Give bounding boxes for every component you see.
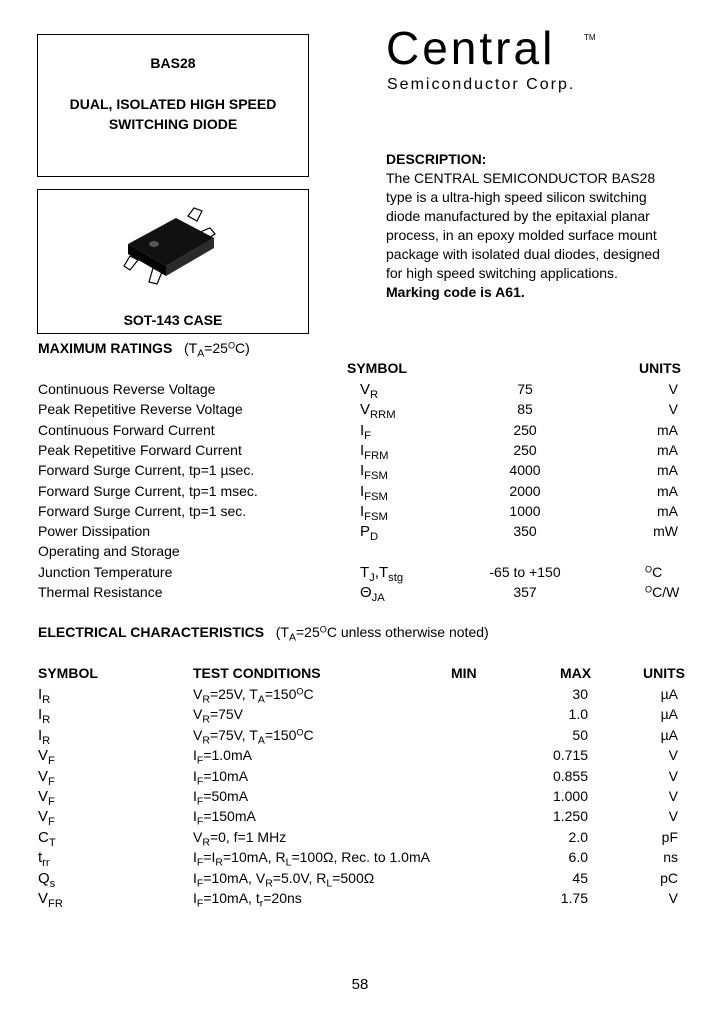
elec-symbol: $I_R$	[38, 706, 51, 727]
elec-test-condition: $I_F=I_R=10mA$, $R_L=100\Omega$, Rec. to 1.0mA	[193, 849, 430, 869]
elec-test-condition: $V_R=75V$, $T_A=150^OC$	[193, 726, 314, 747]
rating-value: 75	[517, 381, 533, 397]
elec-symbol: $V_F$	[38, 747, 55, 768]
elec-max-value: 1.75	[560, 890, 588, 906]
rating-symbol: $T_J,T_{stg}$	[360, 563, 404, 584]
rating-parameter: Operating and Storage	[38, 543, 180, 560]
description-line: type is a ultra-high speed silicon switching	[386, 189, 647, 205]
rating-parameter: Junction Temperature	[38, 563, 173, 580]
elec-test-condition: $I_F=10mA$, $V_R=5.0V$, $R_L=500\Omega$	[193, 869, 375, 890]
rating-symbol: $I_{FSM}$	[360, 462, 388, 483]
rating-symbol: $V_R$	[360, 381, 379, 401]
rating-unit: mA	[657, 441, 678, 458]
trademark-mark: TM	[584, 33, 596, 42]
rating-value: 4000	[509, 462, 541, 479]
elec-test-condition: $I_F=10mA$	[193, 767, 249, 788]
elec-max-value: 50	[572, 726, 588, 743]
rating-unit: mW	[653, 523, 678, 540]
rating-value: 350	[513, 523, 537, 540]
max-symbol-header: SYMBOL	[347, 360, 407, 376]
elec-symbol: $I_R$	[38, 726, 51, 747]
rating-symbol: $I_{FRM}$	[360, 441, 389, 462]
elec-unit: V	[668, 747, 678, 764]
elec-unit: µA	[660, 686, 678, 702]
rating-parameter: Forward Surge Current, tp=1 msec.	[38, 482, 258, 499]
elec-symbol: $V_{FR}$	[38, 890, 64, 910]
page-number: 58	[351, 976, 369, 993]
rating-parameter: Power Dissipation	[38, 523, 151, 540]
elec-symbol: $V_F$	[38, 788, 55, 808]
elec-max-value: 45	[572, 869, 588, 886]
marking-code: Marking code is A61.	[386, 284, 525, 300]
rating-value: 250	[513, 421, 537, 438]
rating-unit: mA	[657, 502, 678, 519]
elec-symbol: $V_F$	[38, 808, 55, 829]
max-ratings-title: MAXIMUM RATINGS $(T_A=25^OC)$	[38, 340, 250, 360]
logo-text: Central	[386, 22, 556, 74]
elec-symbol: $t_{rr}$	[38, 849, 50, 870]
elec-max-value: 1.250	[552, 808, 588, 825]
part-title-box	[37, 34, 309, 177]
description-heading: DESCRIPTION:	[386, 151, 487, 167]
elec-symbol: $Q_s$	[38, 869, 56, 890]
max-units-header: UNITS	[639, 360, 681, 376]
rating-symbol: $\Theta_{JA}$	[360, 584, 385, 604]
rating-parameter: Peak Repetitive Reverse Voltage	[38, 401, 243, 418]
rating-unit: V	[668, 381, 678, 397]
elec-symbol: $V_F$	[38, 767, 55, 788]
elec-max-value: 0.855	[552, 767, 588, 784]
rating-symbol: $V_{RRM}$	[360, 401, 396, 422]
elec-max-value: 1.0	[568, 706, 588, 723]
description-line: process, in an epoxy molded surface mount	[386, 227, 657, 243]
elec-test-condition: $I_F=50mA$	[193, 788, 249, 808]
elec-max-value: 6.0	[568, 849, 588, 866]
elec-max-header: MAX	[560, 665, 592, 681]
electrical-title: ELECTRICAL CHARACTERISTICS ($T_A=25^OC$ unless otherwise noted)	[38, 624, 489, 644]
rating-parameter: Continuous Forward Current	[38, 421, 215, 438]
elec-min-header: MIN	[451, 665, 477, 681]
elec-test-condition: $V_R=0$, f=1 MHz	[193, 828, 287, 849]
rating-parameter: Forward Surge Current, tp=1 µsec.	[38, 462, 255, 479]
elec-unit: V	[668, 788, 678, 804]
elec-test-condition: $I_F=150mA$	[193, 808, 256, 829]
rating-parameter: Peak Repetitive Forward Current	[38, 441, 242, 458]
rating-value: 1000	[509, 502, 541, 519]
rating-unit: mA	[657, 421, 678, 438]
elec-test-condition: $I_F=10mA$, $t_r=20ns$	[193, 890, 302, 910]
part-title-line2: SWITCHING DIODE	[108, 116, 238, 132]
description-line: for high speed switching applications.	[386, 265, 618, 281]
elec-unit: V	[668, 767, 678, 784]
rating-symbol: $I_{FSM}$	[360, 502, 388, 523]
elec-unit: V	[668, 808, 678, 825]
elec-unit: V	[668, 890, 678, 906]
logo-tagline: Semiconductor Corp.	[387, 76, 576, 93]
description-line: diode manufactured by the epitaxial planar	[386, 208, 650, 224]
part-number: BAS28	[150, 55, 196, 71]
rating-unit: V	[668, 401, 678, 418]
elec-max-value: 30	[572, 686, 588, 702]
rating-value: 85	[517, 401, 533, 418]
rating-unit: $^O$C/W	[645, 584, 680, 600]
elec-unit: pC	[660, 869, 678, 886]
rating-unit: mA	[657, 462, 678, 479]
elec-unit: µA	[660, 726, 678, 743]
elec-test-condition: $V_R=25V$, $T_A=150^OC$	[193, 686, 314, 706]
rating-parameter: Continuous Reverse Voltage	[38, 381, 216, 397]
elec-symbol-header: SYMBOL	[38, 665, 98, 681]
rating-symbol: $P_D$	[360, 523, 379, 544]
elec-unit: ns	[663, 849, 678, 866]
part-title-line1: DUAL, ISOLATED HIGH SPEED	[69, 96, 277, 112]
rating-parameter: Thermal Resistance	[38, 584, 163, 600]
elec-unit: pF	[661, 828, 678, 845]
elec-test-condition: $I_F=1.0mA$	[193, 747, 252, 767]
elec-max-value: 1.000	[552, 788, 588, 804]
rating-value: 2000	[509, 482, 541, 499]
case-label: SOT-143 CASE	[123, 312, 223, 328]
rating-symbol: $I_{FSM}$	[360, 482, 388, 503]
elec-symbol: $I_R$	[38, 686, 51, 706]
rating-unit: mA	[657, 482, 678, 499]
sot143-package-image	[118, 204, 228, 294]
rating-parameter: Forward Surge Current, tp=1 sec.	[38, 502, 247, 519]
elec-max-value: 2.0	[568, 828, 588, 845]
elec-symbol: $C_T$	[38, 828, 56, 849]
rating-symbol: $I_F$	[360, 421, 372, 442]
rating-unit: $^O$C	[645, 563, 663, 580]
rating-value: 357	[513, 584, 537, 600]
rating-value: -65 to +150	[489, 563, 561, 580]
elec-units-header: UNITS	[643, 665, 685, 681]
elec-test-condition: $V_R=75V$	[193, 706, 244, 727]
rating-value: 250	[513, 441, 537, 458]
elec-test-header: TEST CONDITIONS	[193, 665, 321, 681]
case-box	[37, 189, 309, 334]
description-line: The CENTRAL SEMICONDUCTOR BAS28	[386, 170, 656, 186]
elec-max-value: 0.715	[552, 747, 588, 764]
elec-unit: µA	[660, 706, 678, 723]
company-logo	[386, 23, 555, 73]
description-line: package with isolated dual diodes, designed	[386, 246, 660, 262]
